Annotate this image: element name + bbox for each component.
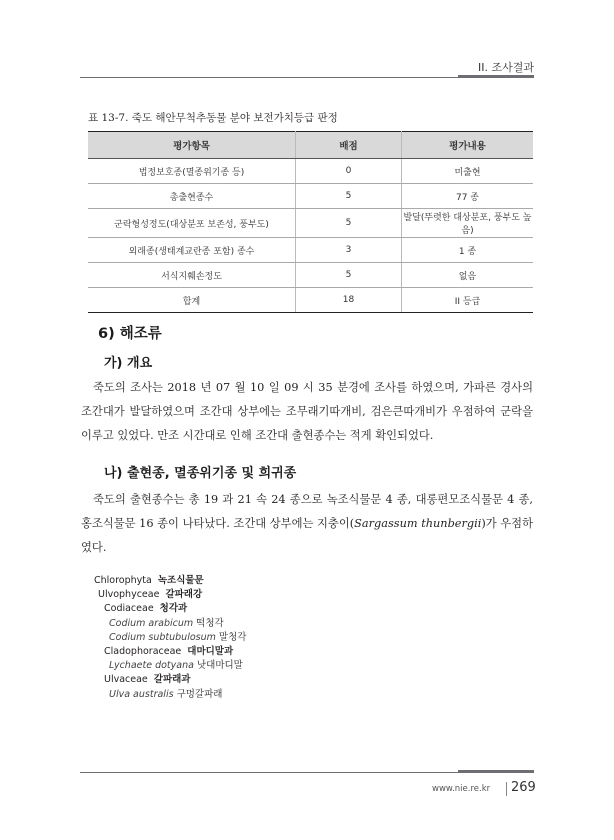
table-cell: 77 종 <box>402 184 534 209</box>
table-cell: 18 <box>296 288 402 313</box>
table-cell: 합계 <box>88 288 296 313</box>
table-cell: 없음 <box>402 263 534 288</box>
page-number: 269 <box>511 780 536 795</box>
taxon-korean: 청각과 <box>159 603 188 615</box>
taxon-family <box>104 602 246 616</box>
table-row <box>88 238 533 263</box>
table-cell: 5 <box>296 209 402 238</box>
species-paragraph-text-2: )가 우점하였다. <box>81 517 534 554</box>
taxon-latin: Ulva australis <box>109 688 174 700</box>
species-paragraph-text-1: 죽도의 출현종수는 총 19 과 21 속 24 종으로 녹조식물문 4 종, 대롱편모조식물문 4 종, 홍조식물문 16 종이 나타났다. 조간대 상부에는 지충이( <box>81 493 533 530</box>
table-row <box>88 184 533 209</box>
taxon-species <box>109 631 246 645</box>
evaluation-table <box>88 131 533 313</box>
taxon-korean: 떡청각 <box>196 617 224 629</box>
taxon-korean: 대마디말과 <box>187 646 234 658</box>
section-heading: 6) 해조류 <box>98 326 162 342</box>
footer-accent-bar <box>458 770 534 773</box>
taxon-korean: 낫대마디말 <box>196 660 243 672</box>
taxon-family <box>104 673 246 687</box>
taxon-latin: Ulvaceae <box>104 674 148 686</box>
taxon-korean: 갈파래과 <box>153 674 191 686</box>
column-header: 배점 <box>296 132 402 159</box>
taxon-species <box>109 617 246 631</box>
footer-separator <box>506 782 507 796</box>
header-accent-bar <box>458 75 534 78</box>
column-header: 평가내용 <box>402 132 534 159</box>
table-cell: 5 <box>296 263 402 288</box>
taxon-korean: 구멍갈파래 <box>176 688 223 700</box>
table-header-row <box>88 132 533 159</box>
taxon-latin: Ulvophyceae <box>98 589 160 601</box>
taxonomy-list <box>94 574 246 702</box>
column-header: 평가항목 <box>88 132 296 159</box>
table-row <box>88 209 533 238</box>
taxon-latin: Chlorophyta <box>94 575 152 586</box>
table-cell: 미출현 <box>402 159 534 184</box>
taxon-class <box>98 588 246 602</box>
table-cell: II 등급 <box>402 288 534 313</box>
table-cell: 외래종(생태계교란종 포함) 종수 <box>88 238 296 263</box>
footer-website: www.nie.re.kr <box>432 784 491 794</box>
table-cell: 총출현종수 <box>88 184 296 209</box>
chapter-header: II. 조사결과 <box>478 61 534 74</box>
table-cell: 서식지훼손정도 <box>88 263 296 288</box>
table-caption: 표 13-7. 죽도 해안무척추동물 분야 보전가치등급 판정 <box>88 112 338 124</box>
taxon-latin: Cladophoraceae <box>104 646 182 658</box>
subsection-heading-species: 나) 출현종, 멸종위기종 및 희귀종 <box>104 466 297 481</box>
taxon-species <box>109 688 246 702</box>
table-total-row <box>88 288 533 313</box>
table-cell: 군락형성정도(대상분포 보존성, 풍부도) <box>88 209 296 238</box>
table-row <box>88 159 533 184</box>
taxon-korean: 갈파래강 <box>165 589 203 601</box>
table-cell: 3 <box>296 238 402 263</box>
species-paragraph <box>81 488 533 560</box>
taxon-korean: 녹조식물문 <box>157 575 204 586</box>
table-row <box>88 263 533 288</box>
taxon-korean: 말청각 <box>218 631 247 643</box>
taxon-latin: Codium subtubulosum <box>109 631 216 643</box>
table-cell: 발달(뚜렷한 대상분포, 풍부도 높음) <box>402 209 534 238</box>
table-cell: 5 <box>296 184 402 209</box>
taxon-family <box>104 645 246 659</box>
taxon-phylum <box>94 574 246 588</box>
taxon-species <box>109 659 246 673</box>
taxon-latin: Codiaceae <box>104 603 154 615</box>
taxon-latin: Lychaete dotyana <box>109 660 194 672</box>
table-cell: 법정보호종(멸종위기종 등) <box>88 159 296 184</box>
table-cell: 1 종 <box>402 238 534 263</box>
table-cell: 0 <box>296 159 402 184</box>
overview-paragraph: 죽도의 조사는 2018 년 07 월 10 일 09 시 35 분경에 조사를 하였으며, 가파른 경사의 조간대가 발달하였으며 조간대 상부에는 조무래기따개비, 검은큰따개비가 우점하여 군락을 이루고 있었다. 만조 시간대로 인해 조간대 출현종수는 적게 확인되었다. <box>81 381 533 442</box>
species-name-italic: Sargassum thunbergii <box>354 517 482 530</box>
subsection-heading-overview: 가) 개요 <box>104 356 153 371</box>
taxon-latin: Codium arabicum <box>109 617 194 629</box>
